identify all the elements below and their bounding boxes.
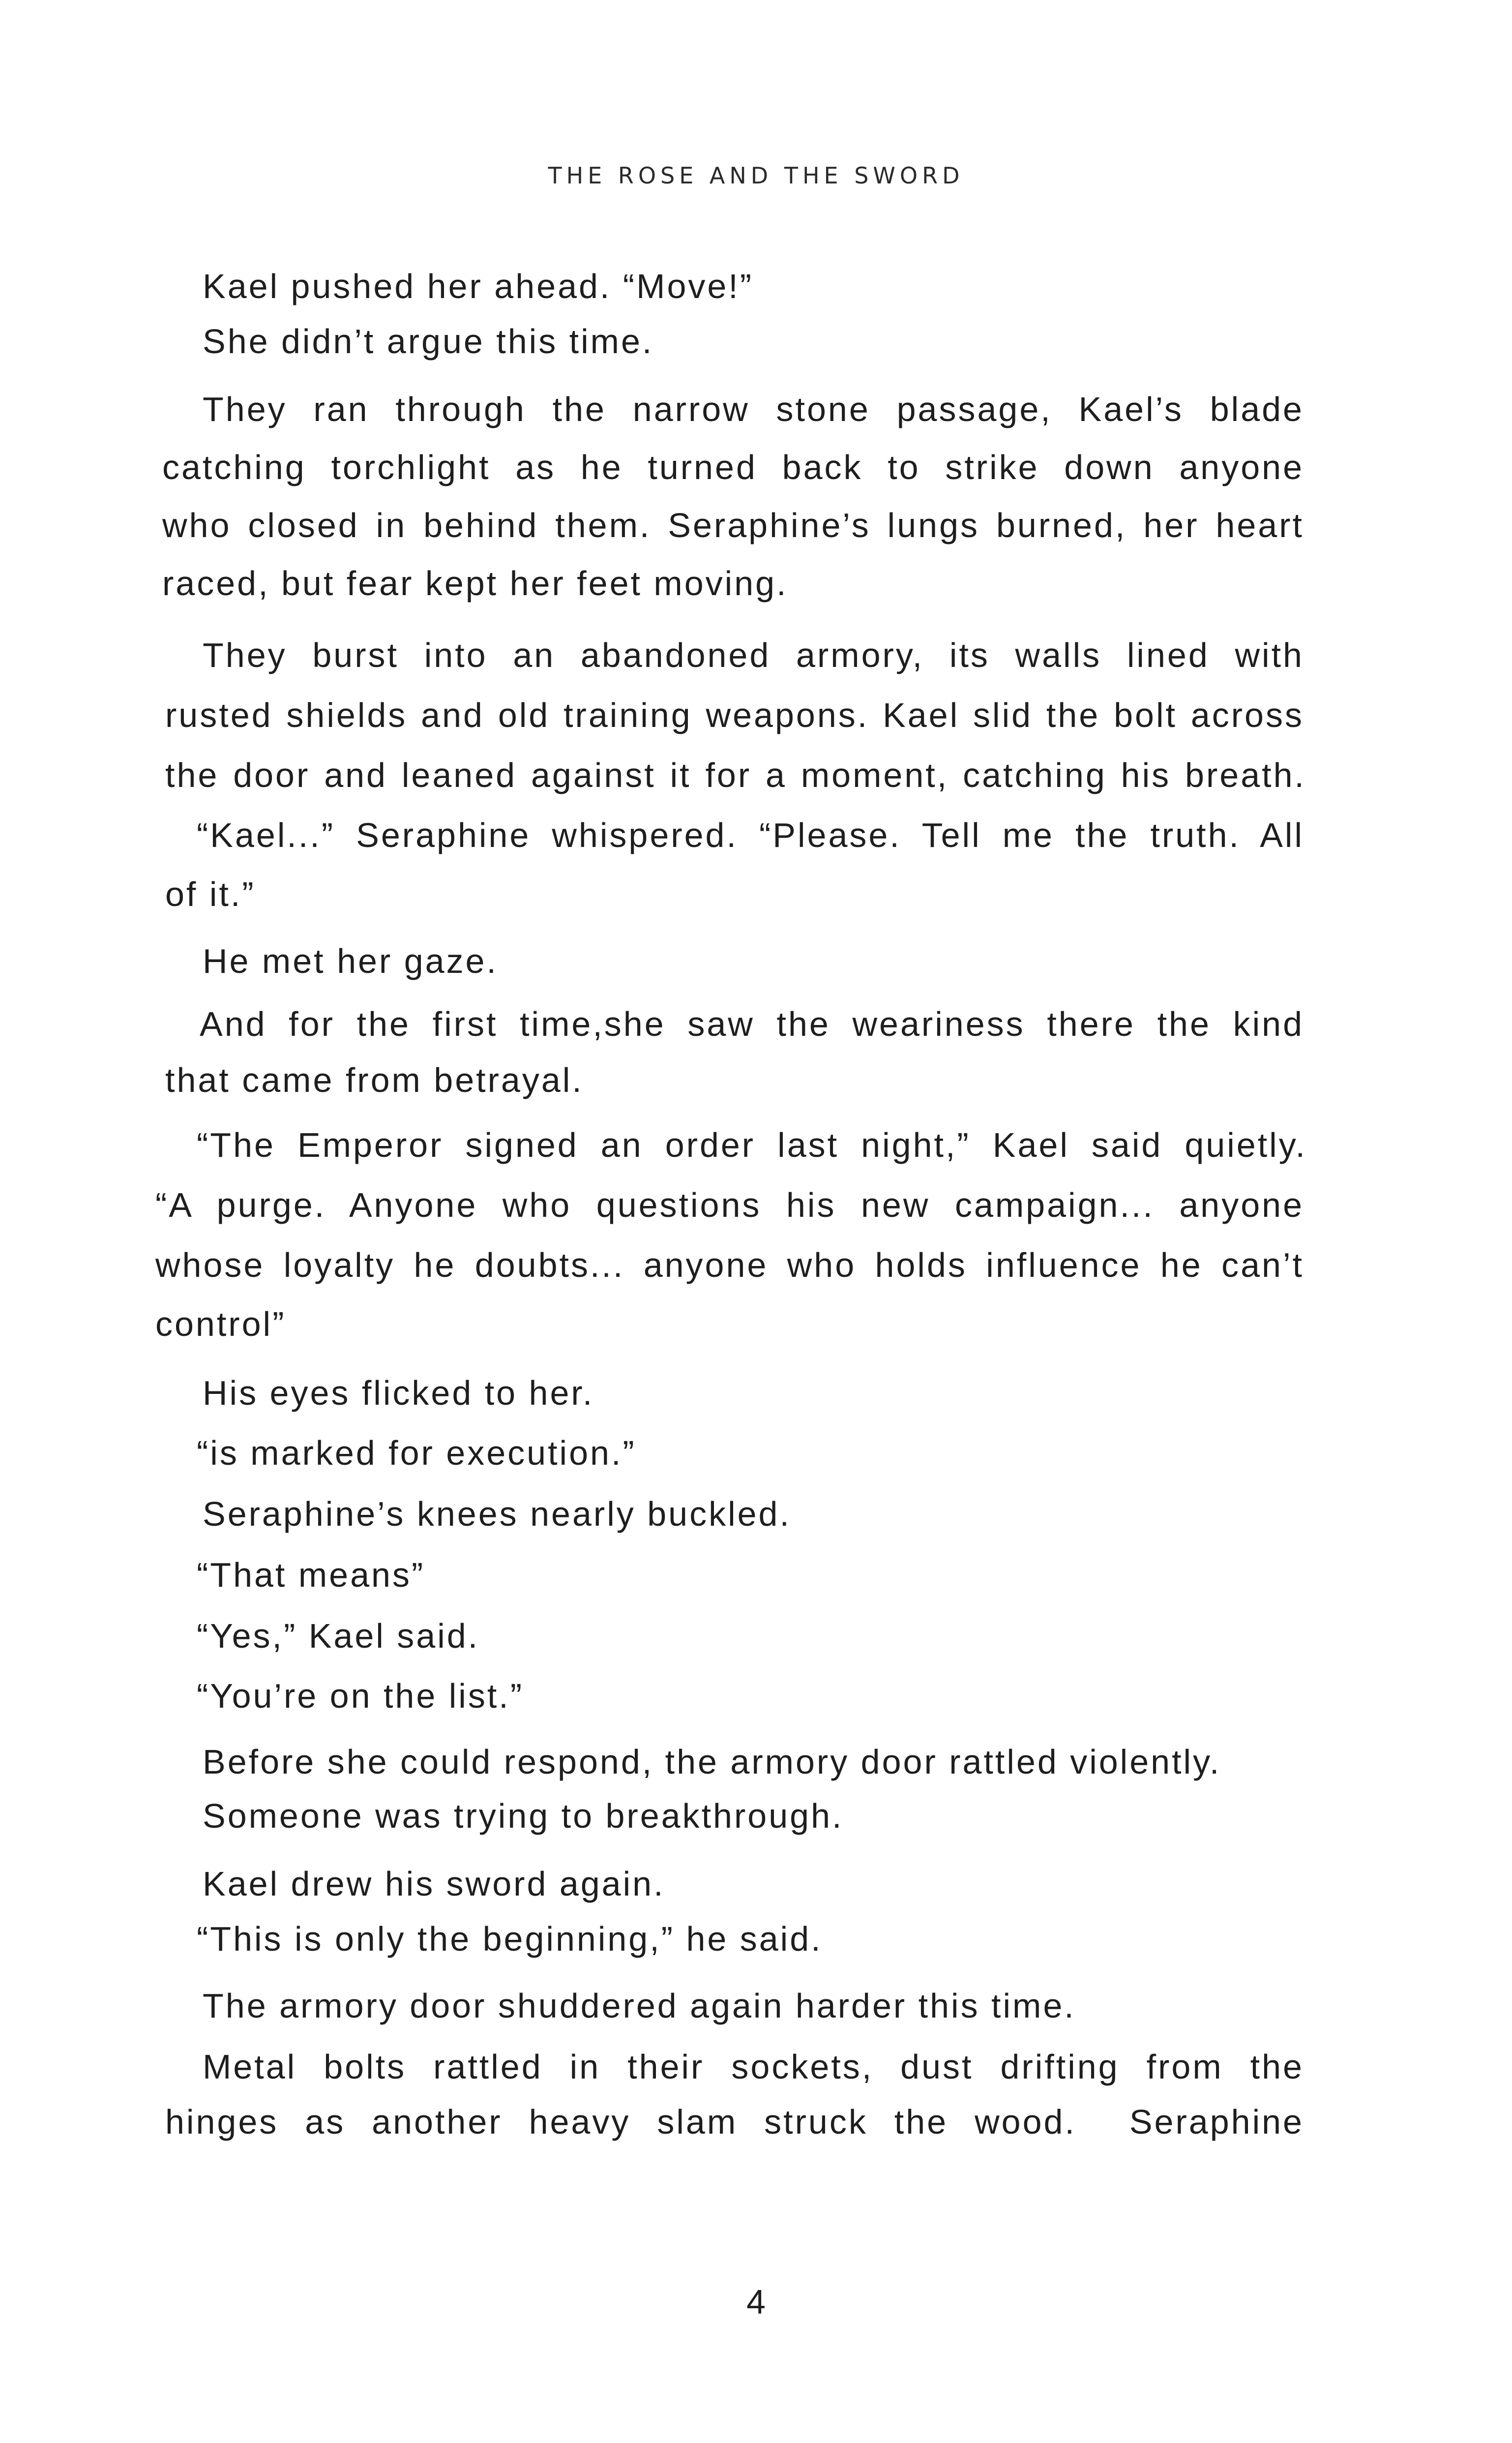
text-line: His eyes flicked to her.: [203, 1374, 594, 1412]
text-line: Someone was trying to breakthrough.: [203, 1797, 844, 1835]
text-line: And for the first time,she saw the weariness there the kind: [200, 1005, 1304, 1043]
text-line: “The Emperor signed an order last night,” Kael said quietly.: [197, 1126, 1307, 1164]
text-line: catching torchlight as he turned back to strike down anyone: [162, 448, 1304, 486]
text-line: He met her gaze.: [203, 942, 498, 980]
text-line: “That means”: [197, 1556, 425, 1594]
text-line: She didn’t argue this time.: [203, 322, 654, 361]
text-line: whose loyalty he doubts... anyone who holds influence he can’t: [155, 1246, 1304, 1284]
text-line: rusted shields and old training weapons. Kael slid the bolt across: [165, 696, 1304, 734]
text-line: “Yes,” Kael said.: [197, 1617, 480, 1655]
text-line: “This is only the beginning,” he said.: [197, 1920, 823, 1958]
text-line: “You’re on the list.”: [197, 1677, 524, 1715]
text-line: raced, but fear kept her feet moving.: [162, 564, 788, 603]
text-line: control”: [155, 1305, 286, 1343]
text-line: “A purge. Anyone who questions his new campaign... anyone: [155, 1186, 1304, 1224]
page-number: 4: [746, 2283, 766, 2321]
text-line: of it.”: [165, 875, 256, 913]
text-line: “Kael...” Seraphine whispered. “Please. Tell me the truth. All: [197, 816, 1304, 854]
text-line: They burst into an abandoned armory, its walls lined with: [203, 636, 1304, 674]
text-line: The armory door shuddered again harder this time.: [203, 1987, 1076, 2025]
text-line: Before she could respond, the armory door rattled violently.: [203, 1743, 1221, 1781]
text-line: Kael drew his sword again.: [203, 1865, 665, 1903]
text-line: Seraphine’s knees nearly buckled.: [203, 1495, 791, 1533]
text-line: They ran through the narrow stone passage, Kael’s blade: [203, 390, 1304, 428]
text-line: the door and leaned against it for a moment, catching his breath.: [165, 756, 1306, 794]
text-line: hinges as another heavy slam struck the wood. Seraphine: [165, 2103, 1304, 2141]
text-line: “is marked for execution.”: [197, 1434, 636, 1472]
text-line: Metal bolts rattled in their sockets, dust drifting from the: [203, 2048, 1304, 2086]
text-line: who closed in behind them. Seraphine’s lungs burned, her heart: [162, 506, 1304, 544]
text-line: Kael pushed her ahead. “Move!”: [203, 267, 754, 305]
text-line: that came from betrayal.: [165, 1061, 584, 1099]
running-header: THE ROSE AND THE SWORD: [548, 162, 964, 189]
